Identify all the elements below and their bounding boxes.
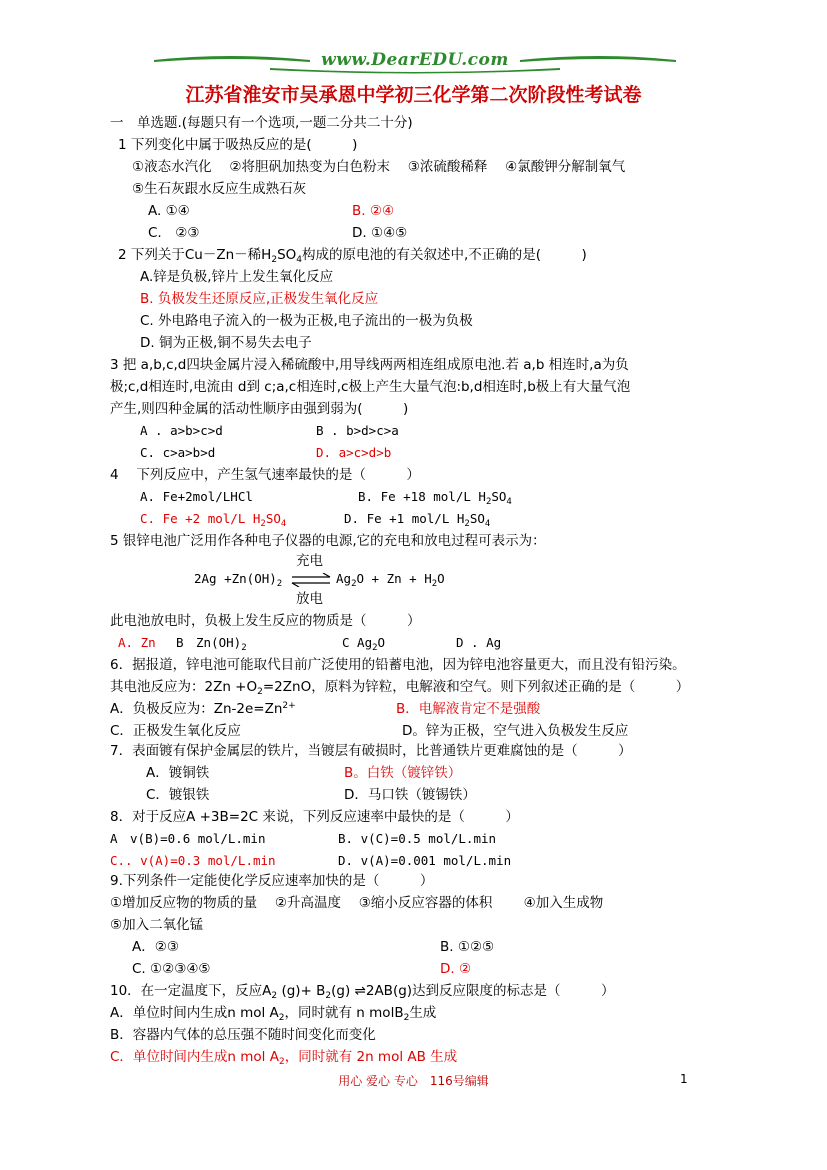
q10-option-a: A．单位时间内生成n mol $A_2$，同时就有 n molB$_2$生成 (110, 1005, 437, 1023)
q7-option-c: C．镀银铁 (146, 787, 210, 803)
q10-stem: 10．在一定温度下，反应$A_2$ $(g)+ B_2(g)$ ⇌2AB(g)达到反应限度的标志是（ ） (110, 983, 615, 1001)
q1-option-a: A. ①④ (148, 203, 190, 219)
q5-option-d: D . Ag (456, 635, 502, 650)
q6-option-c: C．正极发生氧化反应 (110, 723, 241, 739)
q7-stem: 7．表面镀有保护金属层的铁片，当镀层有破损时，比普通铁片更难腐蚀的是（ ） (110, 743, 632, 759)
q6-stem-line2: 其电池反应为：$2Zn +O_2=2ZnO$，原料为锌粒，电解液和空气。则下列叙述正确的是（ ） (110, 679, 690, 697)
q9-option-c: C. ①②③④⑤ (132, 961, 211, 977)
q7-option-b: B。白铁（镀锌铁） (344, 765, 462, 781)
q4-option-d: D. Fe +1 mol/L $H_2SO_4$ (344, 511, 491, 529)
exam-title: 江苏省淮安市吴承恩中学初三化学第二次阶段性考试卷 (185, 84, 642, 106)
q6-option-b: B．电解液肯定不是强酸 (396, 701, 541, 717)
q5-option-a: A. Zn (118, 635, 156, 650)
q5-stem: 5 银锌电池广泛用作各种电子仪器的电源,它的充电和放电过程可表示为： (110, 533, 546, 549)
q5-option-b: B $Zn(OH)_2$ (176, 635, 247, 653)
q5-discharge-label: 放电 (296, 591, 323, 607)
q1-option-d: D. ①④⑤ (352, 225, 408, 241)
q5-option-c: C $Ag_2O$ (342, 635, 386, 653)
q9-items-line2: ⑤加入二氧化锰 (110, 917, 204, 933)
q9-items-line1: ①增加反应物的物质的量 ②升高温度 ③缩小反应容器的体积 ④加入生成物 (110, 895, 604, 911)
page-number: 1 (680, 1072, 688, 1086)
q9-option-b: B. ①②⑤ (440, 939, 495, 955)
q6-option-d: D。锌为正极，空气进入负极发生反应 (402, 723, 629, 739)
section-heading: 一 单选题.(每题只有一个选项,一题二分共二十分) (110, 115, 413, 131)
reversible-arrow-icon (290, 573, 332, 587)
q8-stem: 8．对于反应A +3B=2C 来说，下列反应速率中最快的是（ ） (110, 809, 519, 825)
q8-option-a: A v(B)=0.6 mol/L.min (110, 831, 266, 846)
q4-option-a: A. Fe+2mol/LHCl (140, 489, 253, 504)
q7-option-a: A．镀铜铁 (146, 765, 210, 781)
q7-option-d: D．马口铁（镀锡铁） (344, 787, 476, 803)
site-banner (150, 46, 680, 76)
q5-question: 此电池放电时，负极上发生反应的物质是（ ） (110, 613, 421, 629)
q2-stem: 2 下列关于Cu－Zn－稀$H_2SO_4$构成的原电池的有关叙述中,不正确的是( ) (118, 247, 587, 265)
page-footer: 用心 爱心 专心 116号编辑 (338, 1074, 489, 1088)
q9-option-a: A．②③ (132, 939, 179, 955)
q6-option-a: A．负极反应为：$Zn-2e=Zn^{2+}$ (110, 701, 296, 717)
q5-equation-left: $2Ag +Zn(OH)_2$ (194, 571, 283, 589)
q1-option-b: B. ②④ (352, 203, 395, 219)
q2-option-a: A.锌是负极,锌片上发生氧化反应 (140, 269, 334, 285)
q5-equation-right: $Ag_2O + Zn + H_2O$ (336, 571, 445, 589)
site-url: www.DearEDU.com (321, 50, 509, 70)
q4-option-b: B. Fe +18 mol/L $H_2SO_4$ (358, 489, 512, 507)
q4-option-c: C. Fe +2 mol/L $H_2SO_4$ (140, 511, 287, 529)
q1-items-line1: ①液态水汽化 ②将胆矾加热变为白色粉末 ③浓硫酸稀释 ④氯酸钾分解制氧气 (132, 159, 626, 175)
q3-stem-line1: 3 把 a,b,c,d四块金属片浸入稀硫酸中,用导线两两相连组成原电池.若 a,b 相连时,a为负 (110, 357, 629, 373)
q1-stem: 1 下列变化中属于吸热反应的是( ) (118, 137, 358, 153)
q8-option-b: B. v(C)=0.5 mol/L.min (338, 831, 497, 846)
q5-charge-label: 充电 (296, 553, 323, 569)
q2-option-c: C. 外电路电子流入的一极为正极,电子流出的一极为负极 (140, 313, 473, 329)
q8-option-c: C.. v(A)=0.3 mol/L.min (110, 853, 276, 868)
q2-option-b: B. 负极发生还原反应,正极发生氧化反应 (140, 291, 379, 307)
q3-option-b: B . b>d>c>a (316, 423, 399, 438)
q1-items-line2: ⑤生石灰跟水反应生成熟石灰 (132, 181, 307, 197)
q3-stem-line2: 极;c,d相连时,电流由 d到 c;a,c相连时,c极上产生大量气泡:b,d相连时,b极上有大量气泡 (110, 379, 631, 395)
q2-option-d: D. 铜为正极,铜不易失去电子 (140, 335, 312, 351)
q10-option-b: B．容器内气体的总压强不随时间变化而变化 (110, 1027, 376, 1043)
q3-stem-line3: 产生,则四种金属的活动性顺序由强到弱为( ) (110, 401, 409, 417)
q9-option-d: D. ② (440, 961, 472, 977)
q4-stem: 4 下列反应中，产生氢气速率最快的是（ ） (110, 467, 420, 483)
q3-option-c: C. c>a>b>d (140, 445, 216, 460)
q8-option-d: D. v(A)=0.001 mol/L.min (338, 853, 512, 868)
q3-option-d: D. a>c>d>b (316, 445, 392, 460)
q3-option-a: A . a>b>c>d (140, 423, 223, 438)
q1-option-c: C. ②③ (148, 225, 200, 241)
q10-option-c: C．单位时间内生成n mol $A_2$，同时就有 2n mol AB 生成 (110, 1049, 458, 1067)
q9-stem: 9.下列条件一定能使化学反应速率加快的是（ ） (110, 873, 434, 889)
q6-stem-line1: 6．据报道，锌电池可能取代目前广泛使用的铅蓄电池，因为锌电池容量更大，而且没有铅污染。 (110, 657, 686, 673)
